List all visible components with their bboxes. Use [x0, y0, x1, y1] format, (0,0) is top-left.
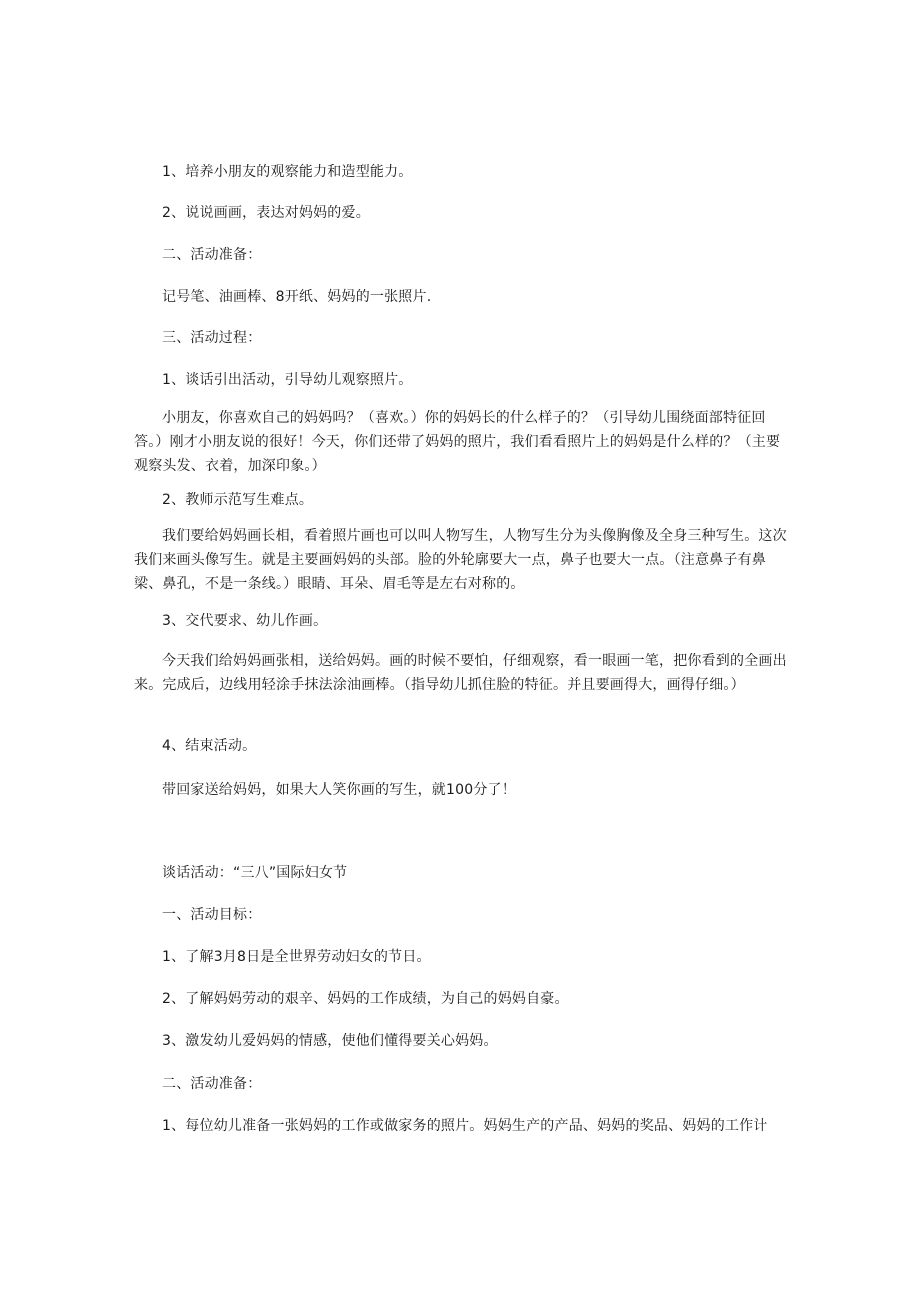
section-title: 谈话活动：“三八”国际妇女节 — [162, 865, 348, 881]
paragraph-step-4: 4、结束活动。 — [162, 738, 257, 754]
paragraph-goal-2: 2、说说画画，表达对妈妈的爱。 — [162, 205, 370, 221]
heading-objectives: 一、活动目标： — [162, 907, 262, 923]
paragraph-step-1: 1、谈话引出活动，引导幼儿观察照片。 — [162, 372, 413, 388]
paragraph-step-2-detail: 我们要给妈妈画长相，看着照片画也可以叫人物写生，人物写生分为头像胸像及全身三种写生。这次我们来画头像写生。就是主要画妈妈的头部。脸的外轮廓要大一点，鼻子也要大一点。（注意鼻子有鼻梁、鼻孔，不是一条线。）眼睛、耳朵、眉毛等是左右对称的。 — [134, 528, 787, 592]
paragraph-step-3-detail: 今天我们给妈妈画张相，送给妈妈。画的时候不要怕，仔细观察，看一眼画一笔，把你看到的全画出来。完成后，边线用轻涂手抹法涂油画棒。（指导幼儿抓住脸的特征。并且要画得大，画得仔细。） — [134, 653, 787, 693]
heading-preparation-2: 二、活动准备： — [162, 1076, 262, 1092]
heading-preparation: 二、活动准备： — [162, 247, 262, 263]
paragraph-objective-1: 1、了解3月8日是全世界劳动妇女的节日。 — [162, 949, 431, 965]
paragraph-objective-3: 3、激发幼儿爱妈妈的情感，使他们懂得要关心妈妈。 — [162, 1033, 498, 1049]
paragraph-preparation-1: 1、每位幼儿准备一张妈妈的工作或做家务的照片。妈妈生产的产品、妈妈的奖品、妈妈的工作计 — [162, 1118, 768, 1134]
paragraph-materials: 记号笔、油画棒、8开纸、妈妈的一张照片. — [162, 289, 432, 305]
heading-process: 三、活动过程： — [162, 330, 262, 346]
paragraph-objective-2: 2、了解妈妈劳动的艰辛、妈妈的工作成绩，为自己的妈妈自豪。 — [162, 991, 569, 1007]
paragraph-step-1-detail: 小朋友，你喜欢自己的妈妈吗？（喜欢。）你的妈妈长的什么样子的？（引导幼儿围绕面部特征回答。）刚才小朋友说的很好！今天，你们还带了妈妈的照片，我们看看照片上的妈妈是什么样的？（主要观察头发、衣着，加深印象。） — [134, 410, 781, 474]
paragraph-step-2: 2、教师示范写生难点。 — [162, 492, 314, 508]
paragraph-step-3: 3、交代要求、幼儿作画。 — [162, 613, 328, 629]
paragraph-step-4-detail: 带回家送给妈妈，如果大人笑你画的写生，就100分了！ — [162, 782, 516, 798]
paragraph-goal-1: 1、培养小朋友的观察能力和造型能力。 — [162, 164, 413, 180]
